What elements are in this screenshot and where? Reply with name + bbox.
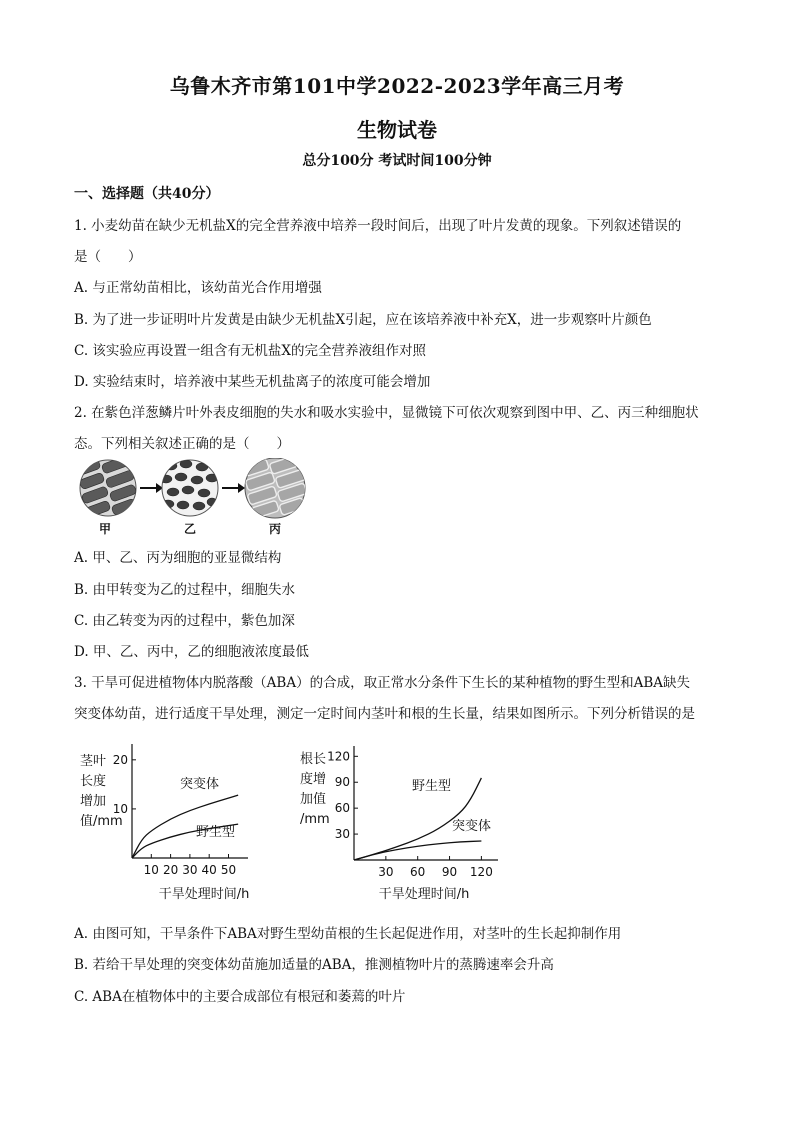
stem-leaf-growth-chart <box>100 740 270 910</box>
x-axis-label: 干旱处理时间/h <box>378 887 470 902</box>
chart1-ylabel: 茎叶 长度 增加 值/mm <box>80 754 123 829</box>
series-label: 突变体 <box>180 777 220 792</box>
x-tick-label: 50 <box>220 863 237 877</box>
q3-option-b: B. 若给干旱处理的突变体幼苗施加适量的ABA，推测植物叶片的蒸腾速率会升高 <box>74 957 554 973</box>
x-tick-label: 90 <box>441 865 458 879</box>
q2-option-c: C. 由乙转变为丙的过程中，紫色加深 <box>74 613 295 629</box>
q1-option-c: C. 该实验应再设置一组含有无机盐X的完全营养液组作对照 <box>74 343 427 359</box>
subject-title: 生物试卷 <box>357 118 437 142</box>
x-tick-label: 10 <box>143 863 159 877</box>
arrow-icon <box>222 483 245 493</box>
q1-option-a: A. 与正常幼苗相比，该幼苗光合作用增强 <box>74 280 322 296</box>
cell-label-yi: 乙 <box>184 522 197 536</box>
q1-stem-line1: 1. 小麦幼苗在缺少无机盐X的完全营养液中培养一段时间后，出现了叶片发黄的现象。下列叙述错误的 <box>74 218 682 234</box>
cell-yi-image <box>160 460 218 516</box>
q3-stem-line2: 突变体幼苗，进行适度干旱处理，测定一定时间内茎叶和根的生长量，结果如图所示。下列分析错误的是 <box>74 706 695 722</box>
y-tick-label: 30 <box>334 827 350 842</box>
q2-option-a: A. 甲、乙、丙为细胞的亚显微结构 <box>74 550 282 566</box>
cell-bing-image <box>243 458 307 519</box>
x-tick-label: 40 <box>201 863 217 877</box>
arrow-icon <box>140 483 163 493</box>
x-tick-label: 30 <box>378 865 394 879</box>
x-tick-label: 120 <box>469 865 493 879</box>
exam-title: 乌鲁木齐市第101中学2022-2023学年高三月考 <box>169 74 625 98</box>
q2-stem-line1: 2. 在紫色洋葱鳞片叶外表皮细胞的失水和吸水实验中，显微镜下可依次观察到图中甲、乙、丙三种细胞状 <box>74 405 699 421</box>
q2-option-b: B. 由甲转变为乙的过程中，细胞失水 <box>74 582 296 598</box>
x-tick-label: 30 <box>182 863 198 877</box>
cell-label-bing: 丙 <box>269 522 282 536</box>
q3-option-a: A. 由图可知，干旱条件下ABA对野生型幼苗根的生长起促进作用，对茎叶的生长起抑制作用 <box>74 926 622 942</box>
x-tick-label: 60 <box>410 865 426 879</box>
root-growth-chart <box>320 740 500 910</box>
chart2-ylabel: 根长 度增 加值 /mm <box>300 752 330 827</box>
series-label: 突变体 <box>452 819 492 834</box>
cell-label-jia: 甲 <box>99 522 112 536</box>
cell-jia-image <box>78 458 137 518</box>
q1-stem-line2: 是（ ） <box>74 249 142 265</box>
y-tick-label: 90 <box>334 775 350 790</box>
q2-option-d: D. 甲、乙、丙中，乙的细胞液浓度最低 <box>74 644 309 660</box>
y-tick-label: 60 <box>334 801 350 816</box>
q3-stem-line1: 3. 干旱可促进植物体内脱落酸（ABA）的合成，取正常水分条件下生长的某种植物的野生型和ABA缺失 <box>74 675 691 691</box>
cell-state-figure <box>78 458 318 538</box>
q3-option-c: C. ABA在植物体中的主要合成部位有根冠和萎蔫的叶片 <box>74 989 406 1005</box>
q1-option-d: D. 实验结束时，培养液中某些无机盐离子的浓度可能会增加 <box>74 374 431 390</box>
exam-info: 总分100分 考试时间100分钟 <box>302 153 492 169</box>
q1-option-b: B. 为了进一步证明叶片发黄是由缺少无机盐X引起，应在该培养液中补充X，进一步观察叶片颜色 <box>74 312 652 328</box>
q2-stem-line2: 态。下列相关叙述正确的是（ ） <box>74 436 290 452</box>
series-label: 野生型 <box>196 825 236 840</box>
x-axis-label: 干旱处理时间/h <box>158 887 250 902</box>
y-tick-label: 120 <box>327 749 350 764</box>
section-heading: 一、选择题（共40分） <box>74 186 220 202</box>
y-tick-label: 20 <box>112 752 128 767</box>
series-label: 野生型 <box>412 779 452 794</box>
x-tick-label: 20 <box>162 863 179 877</box>
y-tick-label: 10 <box>112 801 128 816</box>
